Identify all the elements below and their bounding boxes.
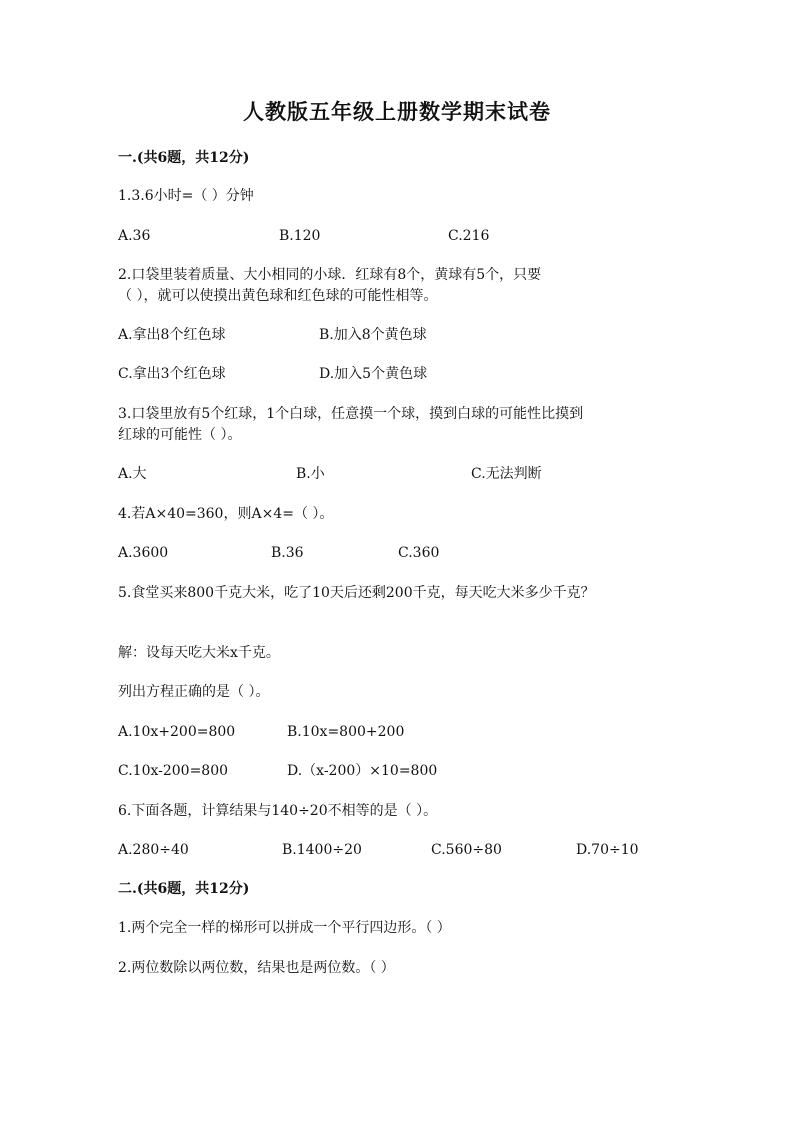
q5-option-a: A.10x+200=800 — [118, 724, 236, 740]
q3-option-b: B.小 — [296, 466, 325, 482]
section-heading-1: 一.(共6题，共12分) — [118, 150, 250, 166]
question-3-text-line1: 3.口袋里放有5个红球，1个白球，任意摸一个球，摸到白球的可能性比摸到 — [118, 406, 584, 422]
question-4-text: 4.若A×40=360，则A×4=（ ）。 — [118, 506, 334, 522]
q5-option-b: B.10x=800+200 — [287, 724, 405, 740]
q5-option-d: D.（x-200）×10=800 — [287, 763, 438, 779]
q6-option-a: A.280÷40 — [118, 842, 189, 858]
q1-option-b: B.120 — [279, 228, 321, 244]
question-2-text-line2: （ ），就可以使摸出黄色球和红色球的可能性相等。 — [118, 288, 438, 304]
q4-option-c: C.360 — [398, 545, 440, 561]
question-1-text: 1.3.6小时=（ ）分钟 — [118, 188, 254, 204]
q2-option-a: A.拿出8个红色球 — [118, 327, 226, 343]
q3-option-c: C.无法判断 — [471, 466, 542, 482]
question-6-text: 6.下面各题，计算结果与140÷20不相等的是（ ）。 — [118, 803, 438, 819]
q6-option-d: D.70÷10 — [576, 842, 639, 858]
question-5-text-line1: 5.食堂买来800千克大米，吃了10天后还剩200千克，每天吃大米多少千克？ — [118, 585, 595, 601]
q2-option-c: C.拿出3个红色球 — [118, 366, 226, 382]
q6-option-c: C.560÷80 — [431, 842, 502, 858]
q2-option-b: B.加入8个黄色球 — [319, 327, 427, 343]
page-title: 人教版五年级上册数学期末试卷 — [243, 99, 551, 124]
section-heading-2: 二.(共6题，共12分) — [118, 881, 250, 897]
q6-option-b: B.1400÷20 — [282, 842, 362, 858]
q2-option-d: D.加入5个黄色球 — [319, 366, 428, 382]
q1-option-c: C.216 — [448, 228, 490, 244]
q4-option-b: B.36 — [271, 545, 304, 561]
question-5-text-line2: 解：设每天吃大米x千克。 — [118, 645, 280, 661]
q1-option-a: A.36 — [118, 228, 151, 244]
q3-option-a: A.大 — [118, 466, 147, 482]
section2-question-1-text: 1.两个完全一样的梯形可以拼成一个平行四边形。（ ） — [118, 920, 451, 936]
question-3-text-line2: 红球的可能性（ ）。 — [118, 427, 242, 443]
q4-option-a: A.3600 — [118, 545, 169, 561]
q5-option-c: C.10x-200=800 — [118, 763, 229, 779]
section2-question-2-text: 2.两位数除以两位数，结果也是两位数。（ ） — [118, 960, 395, 976]
question-5-text-line3: 列出方程正确的是（ ）。 — [118, 684, 270, 700]
question-2-text-line1: 2.口袋里装着质量、大小相同的小球．红球有8个，黄球有5个，只要 — [118, 267, 542, 283]
